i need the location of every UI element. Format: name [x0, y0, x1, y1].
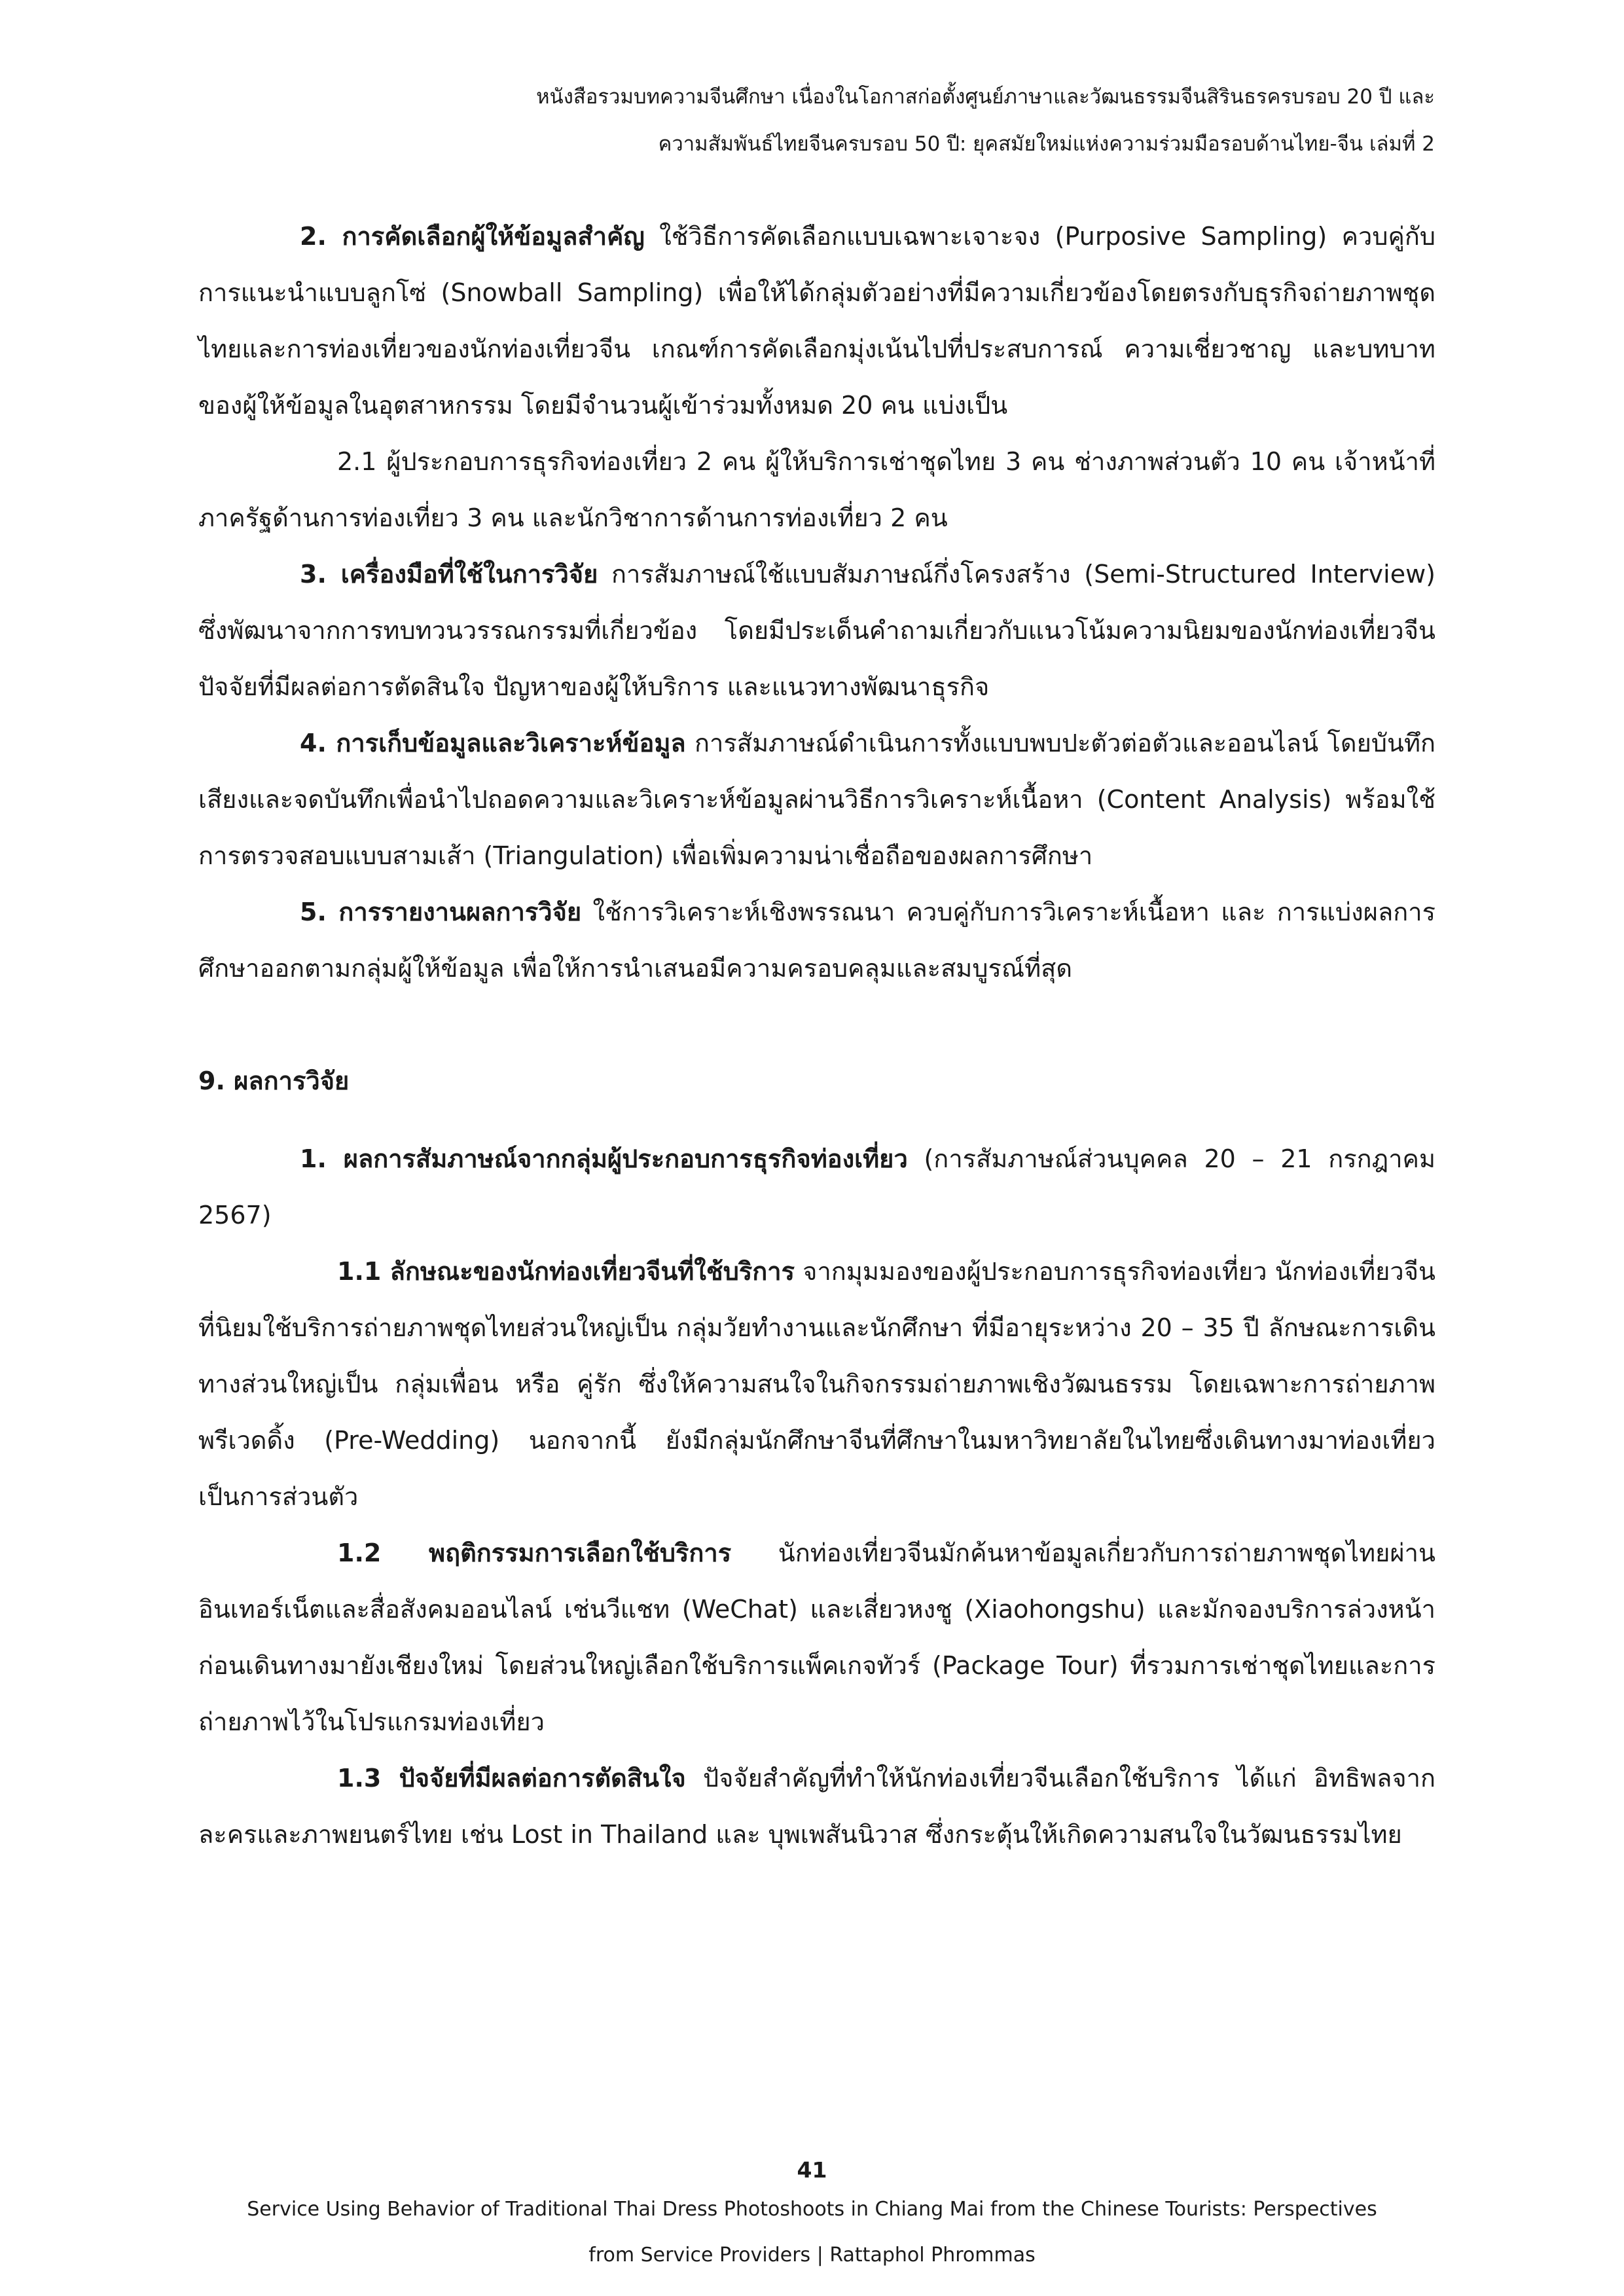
- paragraph-heading: 1. ผลการสัมภาษณ์จากกลุ่มผู้ประกอบการธุรกิจท่องเที่ยว: [300, 1144, 908, 1173]
- page-number: 41: [797, 2157, 827, 2183]
- section-title: 9. ผลการวิจัย: [198, 1066, 350, 1095]
- header-line-1: หนังสือรวมบทความจีนศึกษา เนื่องในโอกาสก่อตั้งศูนย์ภาษาและวัฒนธรรมจีนสิรินธรครบรอบ 20 ปี และ: [536, 85, 1435, 109]
- paragraph-heading: 4. การเก็บข้อมูลและวิเคราะห์ข้อมูล: [300, 729, 686, 757]
- paragraph-heading: 5. การรายงานผลการวิจัย: [300, 898, 582, 926]
- paragraph-key-informants: [198, 208, 1435, 433]
- footer-title-line-2: from Service Providers | Rattaphol Phrommas: [588, 2244, 1036, 2267]
- paragraph-text: 2.1 ผู้ประกอบการธุรกิจท่องเที่ยว 2 คน ผู้ให้บริการเช่าชุดไทย 3 คน ช่างภาพส่วนตัว 10 คน เจ้าหน้าที่ภาครัฐด้านการท่องเที่ยว 3 คน และนักวิชาการด้านการท่องเที่ยว 2 คน: [198, 447, 1435, 532]
- footer-title-line-1: Service Using Behavior of Traditional Thai Dress Photoshoots in Chiang Mai from the Chinese Tourists: Perspectives: [247, 2198, 1377, 2221]
- paragraph-text: การสัมภาษณ์ดำเนินการทั้งแบบพบปะตัวต่อตัวและออนไลน์ โดยบันทึกเสียงและจดบันทึกเพื่อนำไปถอดความและวิเคราะห์ข้อมูลผ่านวิธีการวิเคราะห์เนื้อหา (Content Analysis) พร้อมใช้การตรวจสอบแบบสามเส้า (Triangulation) เพื่อเพิ่มความน่าเชื่อถือของผลการศึกษา: [198, 729, 1435, 870]
- paragraph-informant-groups: [198, 433, 1435, 546]
- paragraph-heading: 2. การคัดเลือกผู้ให้ข้อมูลสำคัญ: [300, 222, 645, 251]
- paragraph-text: ปัจจัยสำคัญที่ทำให้นักท่องเที่ยวจีนเลือกใช้บริการ ได้แก่ อิทธิพลจากละครและภาพยนตร์ไทย เช่น Lost in Thailand และ บุพเพสันนิวาส ซึ่งกระตุ้นให้เกิดความสนใจในวัฒนธรรมไทย: [198, 1764, 1435, 1849]
- paragraph-text: จากมุมมองของผู้ประกอบการธุรกิจท่องเที่ยว นักท่องเที่ยวจีนที่นิยมใช้บริการถ่ายภาพชุดไทยส่วนใหญ่เป็น กลุ่มวัยทำงานและนักศึกษา ที่มีอายุระหว่าง 20 – 35 ปี ลักษณะการเดินทางส่วนใหญ่เป็น กลุ่มเพื่อน หรือ คู่รัก ซึ่งให้ความสนใจในกิจกรรมถ่ายภาพเชิงวัฒนธรรม โดยเฉพาะการถ่ายภาพพรีเวดดิ้ง (Pre-Wedding) นอกจากนี้ ยังมีกลุ่มนักศึกษาจีนที่ศึกษาในมหาวิทยาลัยในไทยซึ่งเดินทางมาท่องเที่ยวเป็นการส่วนตัว: [198, 1257, 1436, 1511]
- paragraph-decision-factors: [198, 1750, 1435, 1863]
- paragraph-heading: 1.3 ปัจจัยที่มีผลต่อการตัดสินใจ: [337, 1764, 686, 1793]
- running-header: [204, 73, 1435, 168]
- paragraph-service-behavior: [198, 1525, 1435, 1750]
- paragraph-heading: 1.1 ลักษณะของนักท่องเที่ยวจีนที่ใช้บริการ: [337, 1257, 795, 1286]
- paragraph-text: ใช้วิธีการคัดเลือกแบบเฉพาะเจาะจง (Purposive Sampling) ควบคู่กับการแนะนำแบบลูกโซ่ (Snowball Sampling) เพื่อให้ได้กลุ่มตัวอย่างที่มีความเกี่ยวข้องโดยตรงกับธุรกิจถ่ายภาพชุดไทยและการท่องเที่ยวของนักท่องเที่ยวจีน เกณฑ์การคัดเลือกมุ่งเน้นไปที่ประสบการณ์ ความเชี่ยวชาญ และบทบาทของผู้ให้ข้อมูลในอุตสาหกรรม โดยมีจำนวนผู้เข้าร่วมทั้งหมด 20 คน แบ่งเป็น: [198, 222, 1435, 420]
- paragraph-heading: 3. เครื่องมือที่ใช้ในการวิจัย: [300, 560, 598, 589]
- paragraph-reporting: [198, 884, 1435, 996]
- paragraph-text: นักท่องเที่ยวจีนมักค้นหาข้อมูลเกี่ยวกับการถ่ายภาพชุดไทยผ่าน อินเทอร์เน็ตและสื่อสังคมออนไลน์ เช่นวีแชท (WeChat) และเสี่ยวหงชู (Xiaohongshu) และมักจองบริการล่วงหน้า ก่อนเดินทางมายังเชียงใหม่ โดยส่วนใหญ่เลือกใช้บริการแพ็คเกจทัวร์ (Package Tour) ที่รวมการเช่าชุดไทยและการถ่ายภาพไว้ในโปรแกรมท่องเที่ยว: [198, 1539, 1435, 1736]
- paragraph-text: (การสัมภาษณ์ส่วนบุคคล 20 – 21 กรกฎาคม 2567): [198, 1144, 1435, 1230]
- paragraph-heading: 1.2 พฤติกรรมการเลือกใช้บริการ: [337, 1539, 732, 1567]
- body-content: [198, 208, 1435, 1863]
- paragraph-text: การสัมภาษณ์ใช้แบบสัมภาษณ์กึ่งโครงสร้าง (Semi-Structured Interview) ซึ่งพัฒนาจากการทบทวนวรรณกรรมที่เกี่ยวข้อง โดยมีประเด็นคำถามเกี่ยวกับแนวโน้มความนิยมของนักท่องเที่ยวจีน ปัจจัยที่มีผลต่อการตัดสินใจ ปัญหาของผู้ให้บริการ และแนวทางพัฒนาธุรกิจ: [198, 560, 1435, 701]
- paragraph-data-collection: [198, 715, 1435, 884]
- paragraph-text: ใช้การวิเคราะห์เชิงพรรณนา ควบคู่กับการวิเคราะห์เนื้อหา และ การแบ่งผลการศึกษาออกตามกลุ่มผู้ให้ข้อมูล เพื่อให้การนำเสนอมีความครอบคลุมและสมบูรณ์ที่สุด: [198, 898, 1436, 983]
- paragraph-tourist-characteristics: [198, 1243, 1435, 1525]
- paragraph-interview-results: [198, 1131, 1435, 1243]
- header-line-2: ความสัมพันธ์ไทยจีนครบรอบ 50 ปี: ยุคสมัยใหม่แห่งความร่วมมือรอบด้านไทย-จีน เล่มที่ 2: [658, 132, 1435, 156]
- page-footer: [0, 2154, 1624, 2278]
- paragraph-research-tools: [198, 546, 1435, 715]
